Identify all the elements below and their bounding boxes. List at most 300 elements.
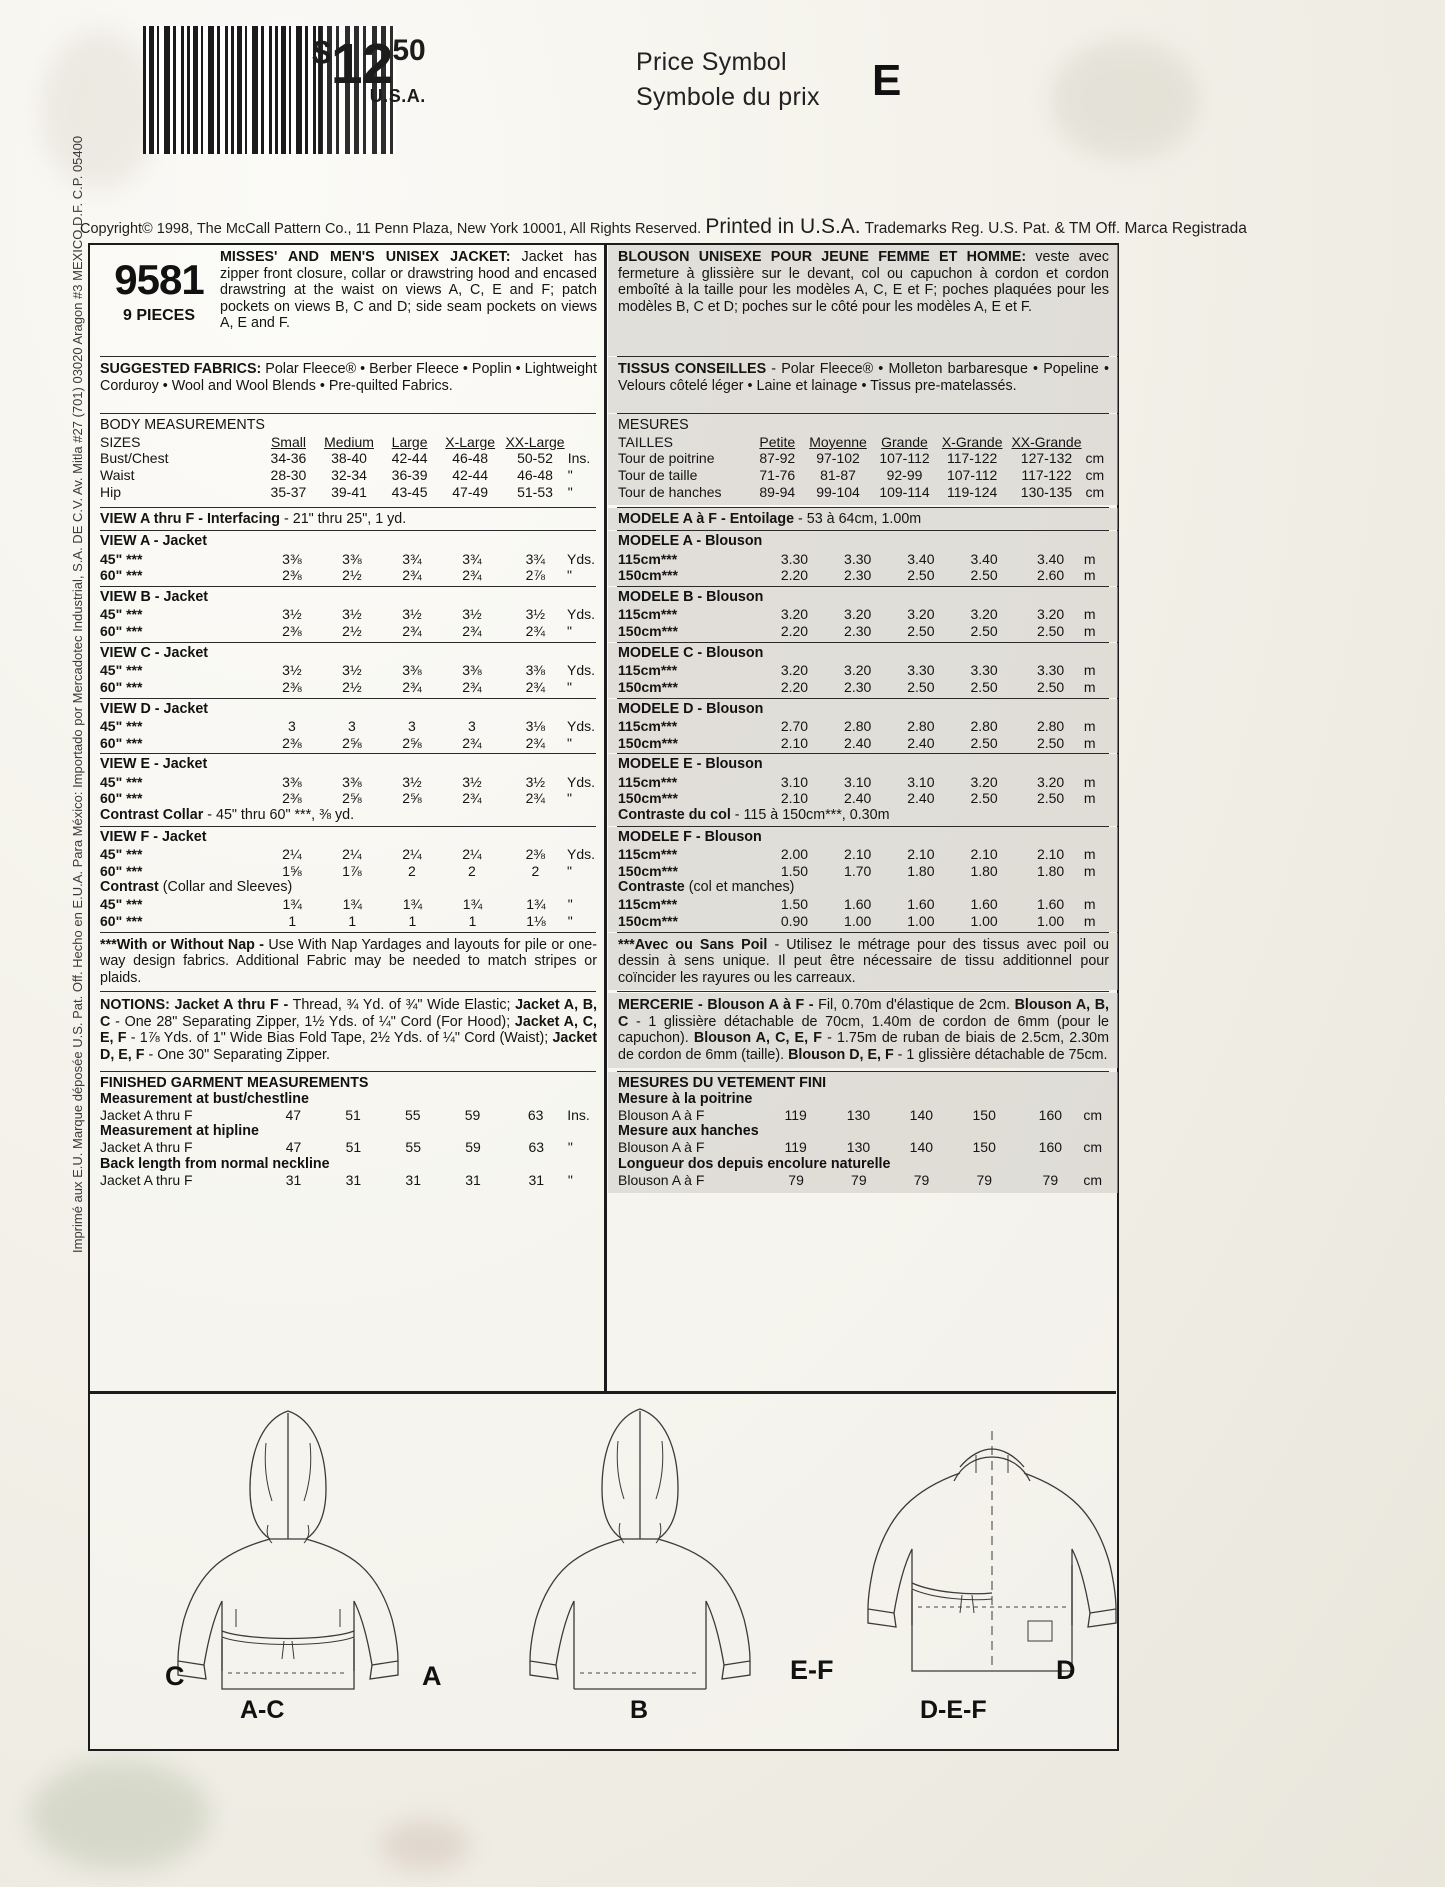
yardage-width-label: 45" *** [100,896,143,912]
notions-body-2-fr: - 1 glissière détachable de 70cm, 1.40m de cordon de 6mm (pour le capuchon). [618,1013,1109,1047]
unit: Yds. [567,845,596,862]
unit: " [567,1172,573,1189]
cell: 1.60 [844,896,872,912]
fabrics-title-en: SUGGESTED FABRICS: [100,361,262,377]
finished-title-en: FINISHED GARMENT MEASUREMENTS [100,1074,369,1091]
cell: 36-39 [391,467,428,484]
nap-note-fr [608,933,1118,991]
unit: cm [1083,1106,1103,1123]
yardage-extra-rest: - 115 à 150cm***, 0.30m [730,807,890,824]
yardage-table [100,718,597,752]
finished-group-heading: Longueur dos depuis encolure naturelle [618,1156,891,1173]
unit: cm [1085,467,1105,484]
cell: 2¾ [462,623,482,640]
cell: 1.80 [1036,862,1065,879]
cell: 1¾ [342,896,363,912]
cell: 2.50 [970,734,998,751]
size-header: X-Large [445,433,496,450]
cell: 1.70 [844,862,872,879]
cell: 1.00 [844,912,872,929]
description-section-en [90,245,606,356]
cell: 119 [784,1106,807,1123]
cell: 2⅝ [402,734,422,751]
cell: 31 [405,1172,421,1189]
table-row [100,774,597,791]
yardage-extra-bold: Contrast Collar [100,807,204,824]
yardage-width-label: 45" *** [100,717,143,734]
cell: 0.90 [780,912,809,929]
cell: 2¾ [525,678,546,695]
yardage-list-en [90,531,606,932]
cell: 109-114 [879,483,930,500]
cell: 31 [465,1172,481,1189]
cell: 2⅝ [342,734,362,751]
unit: cm [1085,483,1105,500]
fabrics-section-en [90,357,606,413]
cell: 2.30 [844,678,872,695]
yardage-sub-rest: (Collar and Sleeves) [158,879,293,896]
cell: 3.20 [907,606,935,623]
cell: 2¾ [462,567,482,584]
unit: m [1083,896,1096,912]
fabrics-title-fr: TISSUS CONSEILLES [618,361,767,377]
cell: 3.20 [844,606,872,623]
price-symbol-label-fr: Symbole du prix [636,83,820,111]
price-symbol-label-en: Price Symbol [636,48,787,76]
yardage-block [90,531,606,586]
description-text-en [218,249,597,352]
yardage-table [100,896,597,930]
cell: 2⅜ [282,790,302,807]
notions-body-1-fr: Fil, 0.70m d'élastique de 2cm. [813,997,1015,1014]
cell: 3½ [462,773,482,790]
yardage-extra-note [618,807,1109,824]
unit: " [567,734,573,751]
yardage-table [100,551,597,585]
cell: 42-44 [391,450,428,467]
notions-title-fr: MERCERIE - Blouson A à F - [618,997,814,1014]
sizes-label-en: SIZES [100,433,141,450]
description-body-fr: veste avec fermeture à glissière sur le devant, col ou capuchon à cordon et cordon emboîté à la taille pour les modèles A, C, E et F; poches plaquées pour les modèles B, C et D; poches sur le côté pour les modèles A, E et F. [618,249,1110,315]
cell: 3.20 [1036,773,1065,790]
cell: 150 [972,1106,996,1123]
interfacing-en [90,508,606,531]
table-row [100,1139,597,1156]
table-row [100,863,597,880]
yardage-sub-bold: Contrast [100,879,159,896]
price-band [0,0,1445,190]
table-row [618,913,1109,930]
body-measurements-fr [608,414,1118,505]
interfacing-rest-en: - 21" thru 25", 1 yd. [280,510,407,527]
pattern-pieces: 9 PIECES [122,307,196,324]
unit: " [567,467,573,484]
cell: 2¾ [525,623,546,640]
table-row [100,718,597,735]
cell: 2 [468,862,476,879]
finished-table [618,1107,1109,1124]
table-row [100,790,597,807]
table-row [100,896,597,913]
unit: " [567,1139,573,1156]
cell: 3.20 [780,662,809,678]
notions-bold-1-fr: Blouson A, B, C [618,997,1109,1030]
interfacing-text-en [100,511,597,528]
cell: 39-41 [331,483,367,500]
unit: m [1083,790,1096,807]
cell: 3.40 [907,550,935,567]
cell: 3 [468,717,476,734]
table-row [618,735,1109,752]
cell: 2¾ [402,678,422,695]
cell: 71-76 [759,467,796,484]
interfacing-text-fr [618,511,1109,528]
cell: 3.20 [970,606,998,623]
nap-body-en: Use With Nap Yardages and layouts for pile or one-way design fabrics. Additional Fabric may be needed to match stripes or plaids. [100,936,597,986]
cell: 1 [348,912,357,929]
illustration-area [90,1393,1116,1749]
finished-group-heading: Mesure aux hanches [618,1123,759,1140]
cell: 2¼ [282,845,302,862]
yardage-view-title: MODELE B - Blouson [618,589,764,606]
yardage-width-label: 45" *** [100,550,143,567]
cell: 2 [408,862,416,879]
table-row [618,606,1109,623]
cell: 47-49 [452,483,489,500]
yardage-width-label: 115cm*** [618,845,678,862]
notions-body-1-en: Thread, ¾ Yd. of ¾" Wide Elastic; [288,997,516,1014]
cell: 2.80 [970,717,998,734]
table-row [100,623,597,640]
yardage-view-title: MODELE D - Blouson [618,700,764,717]
cell: 46-48 [517,467,553,484]
notions-body-3-en: - 1⅞ Yds. of 1" Wide Bias Fold Tape, 2½ Yds. of ¼" Cord (Waist); [126,1030,553,1047]
cell: 1.00 [970,912,998,929]
cell: 3.10 [844,773,872,790]
size-header: XX-Large [505,433,565,450]
cell: 150 [972,1139,996,1156]
notions-en [90,993,606,1067]
cell: 3.30 [907,662,935,678]
finished-groups-fr [618,1091,1109,1189]
yardage-table [618,551,1109,585]
yardage-width-label: 150cm*** [618,912,678,929]
cell: 43-45 [391,483,428,500]
cell: 79 [788,1172,804,1189]
yardage-block [608,827,1118,932]
row-label: Jacket A thru F [100,1139,193,1156]
table-row [100,484,597,501]
cell: 2.40 [907,790,935,807]
cell: 1¾ [282,896,302,912]
table-row [618,863,1109,880]
cell: 3⅜ [342,550,362,567]
unit: m [1083,623,1096,640]
yardage-width-label: 115cm*** [618,606,678,623]
cell: 2.70 [780,717,809,734]
fabrics-body-en: Polar Fleece® • Berber Fleece • Poplin • Lightweight Corduroy • Wool and Wool Blends • Pre-quilted Fabrics. [100,361,597,394]
cell: 3½ [402,773,422,790]
table-row [618,718,1109,735]
cell: 2.00 [780,845,809,862]
notions-fr [608,993,1118,1067]
yardage-view-title: VIEW D - Jacket [100,700,209,717]
cell: 2.10 [907,845,935,862]
cell: 1.60 [970,896,998,912]
cell: 1 [288,912,297,929]
table-row [618,1172,1109,1189]
table-header-row [100,434,597,451]
fabrics-text-fr [618,361,1109,394]
cell: 3⅜ [402,662,422,678]
row-label: Tour de taille [618,467,698,484]
table-row [618,790,1109,807]
finished-group-heading: Mesure à la poitrine [618,1090,753,1107]
price-block [312,32,426,106]
cell: 46-48 [452,450,489,467]
table-row [618,567,1109,584]
description-title-fr: BLOUSON UNISEXE POUR JEUNE FEMME ET HOMME: [618,249,1027,265]
cell: 2.40 [907,734,935,751]
table-row [618,1139,1109,1156]
cell: 130-135 [1020,483,1073,500]
cell: 3.40 [1036,550,1065,567]
table-row [618,551,1109,568]
row-label: Jacket A thru F [100,1106,193,1123]
row-label: Jacket A thru F [100,1172,193,1189]
cell: 1.50 [780,896,809,912]
cell: 107-112 [946,467,998,484]
barcode [143,26,323,154]
cell: 2⅞ [525,567,546,584]
cell: 1.60 [1036,896,1065,912]
size-header: Moyenne [809,433,867,450]
unit: m [1083,717,1096,734]
cell: 2⅜ [282,567,302,584]
table-row [618,450,1109,467]
cell: 160 [1038,1106,1063,1123]
cell: 2¾ [525,790,546,807]
yardage-table [618,662,1109,696]
yardage-view-title: VIEW F - Jacket [100,828,207,845]
table-row [100,551,597,568]
price-amount: 12 [330,32,393,96]
table-row [100,467,597,484]
description-body-en: Jacket has zipper front closure, collar or drawstring hood and encased drawstring at the waist on views A, C, E and F; patch pockets on views B, C and D; side seam pockets on views A, E and F. [220,249,597,332]
body-measurements-table-en [100,434,597,501]
yardage-width-label: 60" *** [100,734,143,751]
cell: 59 [465,1139,481,1156]
yardage-block [608,531,1118,586]
jacket-figure-def [842,1425,1142,1695]
finished-measurements-en [90,1072,606,1193]
cell: 2⅝ [402,790,422,807]
yardage-width-label: 115cm*** [618,773,678,790]
price-symbol-block [636,48,902,112]
yardage-width-label: 150cm*** [618,790,678,807]
cell: 3.20 [970,773,998,790]
finished-table [618,1139,1109,1156]
cell: 2.10 [780,734,809,751]
cell: 3⅜ [342,773,362,790]
cell: 2¾ [402,567,422,584]
unit: Yds. [567,606,596,623]
cell: 1.00 [907,912,935,929]
figure-label-right-ac: A [422,1661,442,1691]
cell: 2.40 [844,734,872,751]
row-label: Blouson A à F [618,1139,705,1156]
unit: Yds. [567,662,596,678]
finished-table [100,1107,597,1124]
cell: 63 [527,1106,544,1123]
cell: 2⅜ [282,734,302,751]
cell: 117-122 [946,450,998,467]
pattern-number: 9581 [114,256,204,303]
size-header: Petite [759,433,796,450]
fabrics-body-fr: - Polar Fleece® • Molleton barbaresque • Popeline • Velours côtelé léger • Laine et lainage • Tissus pre-matelassés. [618,361,1109,394]
unit: cm [1083,1172,1103,1189]
unit: m [1083,773,1096,790]
size-header: XX-Grande [1011,433,1082,450]
yardage-extra-note [100,807,597,824]
cell: 2⅝ [342,790,362,807]
cell: 3⅜ [462,662,482,678]
copyright-line [80,215,1247,239]
cell: 28-30 [270,467,307,484]
table-row [100,450,597,467]
unit: m [1083,912,1096,929]
cell: 107-112 [879,450,930,467]
unit: m [1083,550,1096,567]
divider [617,991,1109,992]
price-country: U.S.A. [369,86,426,106]
row-label: Tour de hanches [618,483,722,500]
table-header-row [618,434,1109,451]
cell: 3.10 [780,773,809,790]
unit: " [567,483,573,500]
yardage-block [90,699,606,754]
yardage-table [618,774,1109,808]
cell: 2⅜ [282,623,302,640]
size-header: Small [270,433,306,450]
cell: 79 [1042,1172,1059,1189]
cell: 2.30 [844,623,872,640]
fabrics-section-fr [608,357,1118,413]
cell: 47 [285,1139,302,1156]
price-symbol-letter: E [872,56,902,105]
yardage-width-label: 60" *** [100,623,143,640]
cell: 55 [405,1106,421,1123]
french-column [608,245,1118,1193]
cell: 2⅜ [282,678,302,695]
yardage-width-label: 45" *** [100,773,143,790]
size-header: X-Grande [941,433,1003,450]
yardage-table [100,774,597,808]
cell: 3½ [402,606,422,623]
row-label: Blouson A à F [618,1172,705,1189]
finished-table [618,1172,1109,1189]
finished-group-heading: Measurement at bust/chestline [100,1090,309,1107]
unit: Ins. [567,1106,590,1123]
notions-body-3-fr: - 1.75m de ruban de biais de 2.5cm, 2.30m de cordon de 6mm (taille). [618,1030,1110,1064]
yardage-sub-title [100,879,597,896]
cell: 31 [285,1172,302,1189]
cell: 2.50 [970,567,998,584]
cell: 2.10 [844,845,872,862]
cell: 2¼ [462,845,482,862]
yardage-table [100,846,597,880]
cell: 1.60 [907,896,935,912]
finished-measurements-fr [608,1072,1118,1193]
interfacing-title-en: VIEW A thru F - Interfacing [100,510,281,527]
yardage-width-label: 45" *** [100,606,143,623]
cell: 1 [468,912,477,929]
cell: 2.50 [1036,678,1065,695]
cell: 2.50 [907,623,935,640]
table-row [100,567,597,584]
cell: 3.30 [780,550,809,567]
unit: " [567,623,573,640]
cell: 3.30 [1036,662,1065,678]
price-currency: $ [312,34,331,72]
cell: 2.40 [844,790,872,807]
yardage-block [90,587,606,642]
cell: 3½ [525,773,546,790]
cell: 2.80 [844,717,872,734]
yardage-width-label: 115cm*** [618,550,678,567]
unit: " [567,862,573,879]
size-header: Grande [881,433,928,450]
cell: 51 [345,1139,362,1156]
cell: 3⅜ [525,662,546,678]
unit: " [567,790,573,807]
yardage-extra-rest: - 45" thru 60" ***, ⅜ yd. [203,807,355,824]
cell: 3.30 [970,662,998,678]
yardage-width-label: 115cm*** [618,717,678,734]
cell: 2½ [342,567,362,584]
table-row [618,484,1109,501]
body-measurements-title-en: BODY MEASUREMENTS [100,417,265,433]
cell: 2¾ [462,790,482,807]
figure-label-left-def: E-F [790,1655,834,1685]
yardage-width-label: 60" *** [100,862,143,879]
copyright-left: Copyright© 1998, The McCall Pattern Co., 11 Penn Plaza, New York 10001, All Rights Reserved. [80,221,702,237]
cell: 42-44 [452,467,489,484]
unit: m [1083,845,1096,862]
yardage-block [608,587,1118,642]
table-row [618,846,1109,863]
cell: 2.50 [907,678,935,695]
row-label: Bust/Chest [100,450,169,467]
cell: 2.60 [1036,567,1065,584]
yardage-table [618,606,1109,640]
notions-body-4-en: - One 30" Separating Zipper. [144,1047,330,1064]
notions-bold-3-en: Jacket D, E, F [100,1030,597,1064]
unit: m [1083,862,1096,879]
cell: 2.10 [780,790,809,807]
cell: 89-94 [759,483,796,500]
nap-text-fr [618,937,1109,987]
notions-bold-3-fr: Blouson D, E, F [788,1047,894,1064]
cell: 2.80 [1036,717,1065,734]
cell: 2 [531,862,540,879]
cell: 3¾ [402,550,422,567]
yardage-view-title: MODELE A - Blouson [618,533,763,550]
cell: 79 [851,1172,867,1189]
cell: 3½ [525,606,546,623]
yardage-width-label: 115cm*** [618,662,678,678]
cell: 3.20 [844,662,872,678]
